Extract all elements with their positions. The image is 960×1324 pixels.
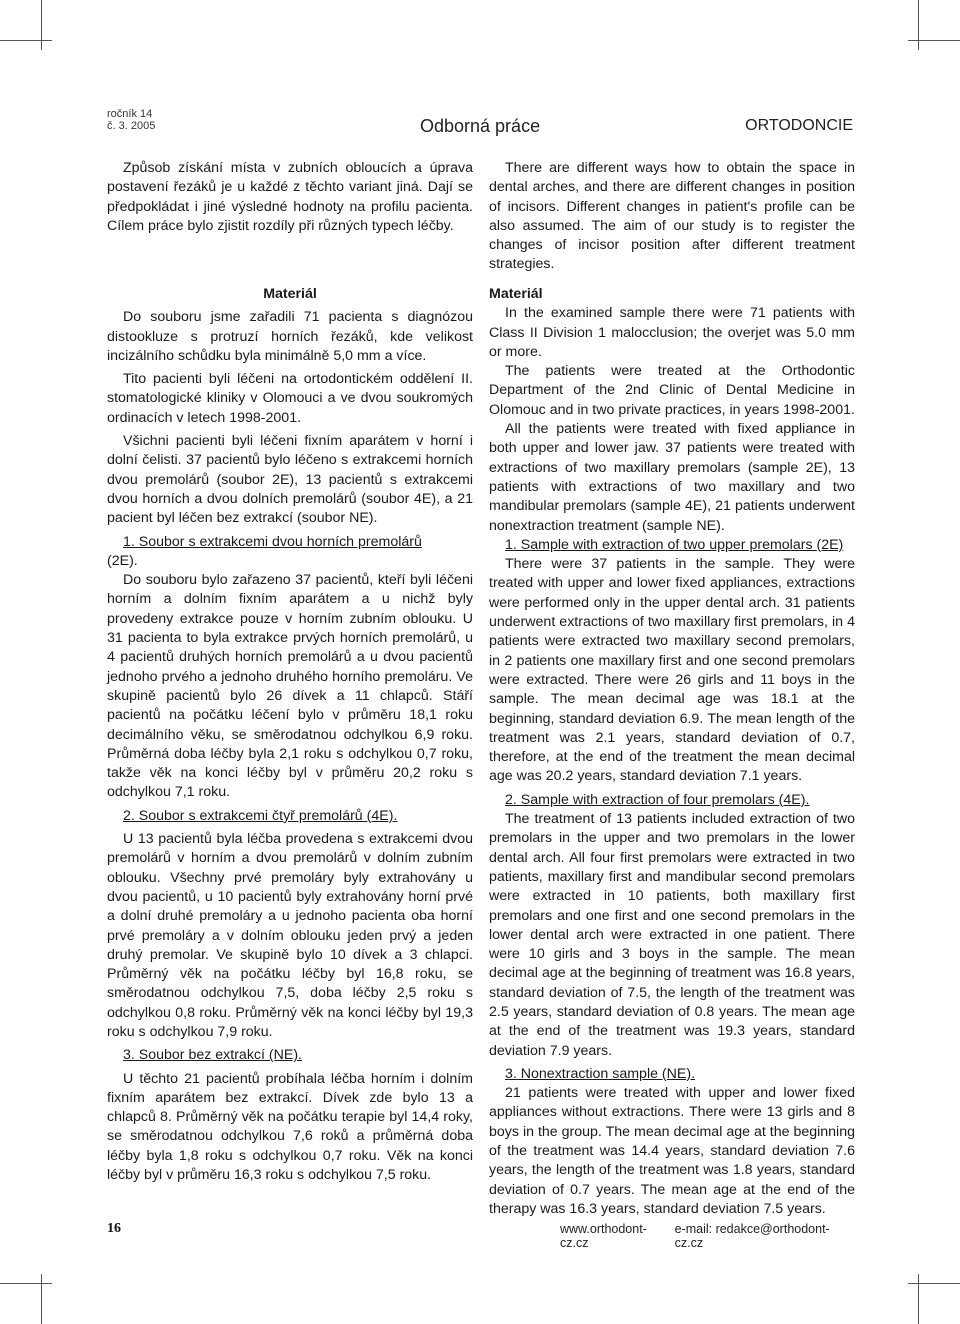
issue-line: č. 3. 2005: [107, 120, 156, 132]
section-heading-text: 3. Nonextraction sample (NE).: [505, 1065, 696, 1082]
section-heading-text: 3. Soubor bez extrakcí (NE).: [123, 1047, 302, 1064]
section-heading: [489, 536, 855, 555]
section-heading: [107, 807, 473, 826]
paragraph: The patients were treated at the Orthodontic Department of the 2nd Clinic of Dental Medicine in Olomouc and in two private practices, in years 1998-2001.: [489, 363, 855, 418]
section-heading: [107, 1046, 473, 1065]
material-heading: Materiál: [263, 286, 317, 302]
paragraph: Tito pacienti byli léčeni na ortodontickém oddělení II. stomatologické kliniky v Olomouci a ve dvou soukromých ordinacích v letech 1998-2001.: [107, 371, 473, 426]
paragraph: 21 patients were treated with upper and lower fixed appliances without extractions. There were 13 girls and 8 boys in the group. The mean decimal age at the beginning of the treatment was 14.4 years, standard deviation 7.6 years, the length of the treatment was 1.8 years, standard deviation of 0.7 years. The mean age at the end of the therapy was 16.3 years, standard deviation 7.5 years.: [489, 1085, 855, 1217]
section-heading-suffix: (2E).: [107, 552, 138, 569]
email-link[interactable]: e-mail: redakce@orthodont-cz.cz: [674, 1222, 830, 1250]
footer-contact: [560, 1222, 857, 1250]
section-heading: [489, 791, 855, 810]
section-heading-text: 2. Sample with extraction of four premolars (4E).: [505, 791, 810, 808]
section-heading: [107, 533, 473, 552]
section-heading-text: 1. Sample with extraction of two upper premolars (2E): [505, 536, 844, 553]
paragraph: Do souboru bylo zařazeno 37 pacientů, kteří byli léčeni horním a dolním fixním aparátem a u nichž byly provedeny extrakce pouze v horním zubním oblouku. U 31 pacienta to byla extrakce prvých horních premolárů, u 4 pacientů druhých horních premolárů a u dvou pacientů jednoho prvého a jednoho druhého horního premoláru. Ve skupině pacientů bylo 26 dívek a 11 chlapců. Stáří pacientů na počátku léčení bylo v průměru 18,1 roku decimálního věku, se směrodatnou odchylkou 6,9 roku. Průměrná doba léčby byla 2,1 roku s odchylkou 0,7 roku, takže věk na konci léčby byl v průměru 20,2 roku s odchylkou 7,1 roku.: [107, 572, 473, 801]
page-number: 16: [107, 1221, 121, 1236]
paragraph: There were 37 patients in the sample. They were treated with upper and lower fixed appliances, extractions were performed only in the upper dental arch. 31 patients underwent extractions of two maxillary first premolars, in 4 patients were extracted two maxillary second premolars, in 2 patients one maxillary first and one second premolars were extracted. There were 26 girls and 11 boys in the sample. The mean decimal age was 18.1 at the beginning, standard deviation 6.9. The mean length of the treatment was 2.1 years, standard deviation of 0.7, therefore, at the end of the treatment the mean decimal age was 20.2 years, standard deviation 7.1 years.: [489, 556, 855, 785]
section-heading: [489, 1065, 855, 1084]
crop-mark: [41, 1274, 42, 1324]
paragraph: U 13 pacientů byla léčba provedena s extrakcemi dvou premolárů v horním a dvou premolárů v dolním zubním oblouku. Všechny prvé premoláry byly extrahovány u dvou pacientů, u 10 pacientů byly extrahovány horní prvé a dolní druhé premoláry a u jednoho pacienta oba horní prvé premoláry a v dolním oblouku jeden prvý a jeden druhý premolar. Ve skupině bylo 10 dívek a 3 chlapci. Průměrný věk na počátku léčby byl 16,8 roku, se směrodatnou odchylkou 7,5, doba léčby 2,5 roku s odchylkou 0,8 roku. Průměrný věk na konci léčby byl 19,3 roku s odchylkou 7,9 roku.: [107, 831, 473, 1040]
intro-paragraph: Způsob získání místa v zubních obloucích a úprava postavení řezáků je u každé z těchto variant jiná. Dají se předpokládat i jiné výsledné hodnoty na profilu pacienta. Cílem práce bylo zjistit rozdíly při různých typech léčby.: [107, 160, 473, 234]
volume-line: ročník 14: [107, 108, 153, 120]
crop-mark: [918, 1274, 919, 1324]
crop-mark: [0, 1283, 52, 1284]
section-heading-text: 1. Soubor s extrakcemi dvou horních premolárů: [123, 533, 422, 550]
material-english: [489, 285, 855, 1219]
crop-mark: [918, 0, 919, 50]
crop-mark: [0, 40, 52, 41]
paragraph: Do souboru jsme zařadili 71 pacienta s diagnózou distookluze s protruzí horních řezáků, kde velikost incizálního schůdku byla minimálně 5,0 mm a více.: [107, 309, 473, 364]
journal-name: ORTODONCIE: [745, 117, 853, 134]
material-heading: Materiál: [489, 286, 543, 302]
crop-mark: [41, 0, 42, 50]
website-link[interactable]: www.orthodont-cz.cz: [560, 1222, 647, 1250]
crop-mark: [908, 1283, 960, 1284]
intro-paragraph: There are different ways how to obtain the space in dental arches, and there are different changes in position of incisors. Different changes in patient's profile can be also assumed. The aim of our study is to register the changes of incisor position after different treatment strategies.: [489, 160, 855, 273]
paragraph: In the examined sample there were 71 patients with Class II Division 1 malocclusion; the overjet was 5.0 mm or more.: [489, 305, 855, 360]
crop-mark: [908, 40, 960, 41]
intro-czech: [107, 159, 473, 236]
intro-english: [489, 159, 855, 275]
volume-info: [107, 108, 155, 132]
section-heading-text: 2. Soubor s extrakcemi čtyř premolárů (4E).: [123, 807, 398, 824]
paragraph: The treatment of 13 patients included extraction of two premolars in the upper and two premolars in the lower dental arch. All four first premolars were extracted in two patients, maxillary first and mandibular second premolars were extracted in 10 patients, both maxillary first premolars and one first and one second premolars in the lower dental arch were extracted in one patient. There were 10 girls and 3 boys in the sample. The mean decimal age at the beginning of treatment was 16.8 years, standard deviation of 7.5, the length of the treatment was 2.5 years, standard deviation of 0.8 years. The mean age at the end of the treatment was 19.3 years, standard deviation 7.9 years.: [489, 811, 855, 1059]
material-czech: [107, 285, 473, 1185]
page-header: [107, 108, 853, 138]
paragraph: U těchto 21 pacientů probíhala léčba horním i dolním fixním aparátem bez extrakcí. Dívek zde bylo 13 a chlapců 8. Průměrný věk na počátku terapie byl 14,4 roky, se směrodatnou odchylkou 7,6 roků a průměrná doba léčby byla 1,8 roku s odchylkou 0,7 roku. Věk na konci léčby byl v průměru 16,3 roku s odchylkou 7,5 roku.: [107, 1070, 473, 1184]
paragraph: All the patients were treated with fixed appliance in both upper and lower jaw. 37 patients were treated with extractions of two maxillary premolars (sample 2E), 13 patients with extractions of two maxillary and two mandibular premolars (sample 4E), 21 patients underwent nonextraction treatment (sample NE).: [489, 421, 855, 534]
section-title: Odborná práce: [420, 116, 541, 136]
paragraph: Všichni pacienti byli léčeni fixním aparátem v horní i dolní čelisti. 37 pacientů bylo léčeno s extrakcemi horních dvou premolárů (soubor 2E), 13 pacientů s extrakcemi dvou horních a dvou dolních premolárů (soubor 4E), a 21 pacient byl léčen bez extrakcí (soubor NE).: [107, 433, 473, 527]
